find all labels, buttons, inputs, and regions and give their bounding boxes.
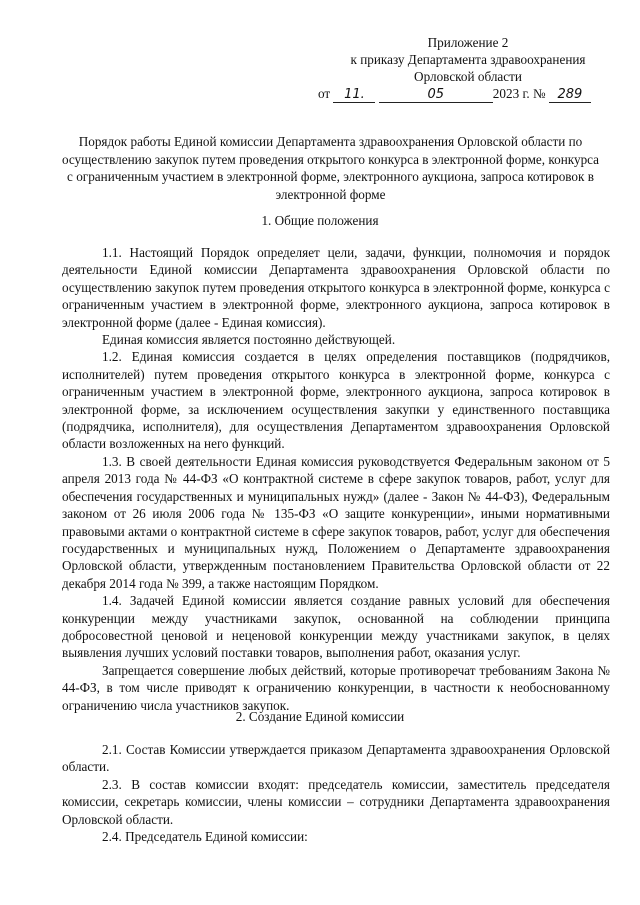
appendix-region: Орловской области xyxy=(414,69,522,84)
order-year: 2023 г. № xyxy=(492,86,546,101)
section-1-heading: 1. Общие положения xyxy=(261,213,379,228)
paragraph-1-2: 1.2. Единая комиссия создается в целях определения поставщиков (подрядчиков, исполнителей) путем проведения открытого конкурса в электронной форме, конкурса с ограниченным участием в электронной форме, электронного аукциона, запроса котировок в электронной форме, за исключением осуществления закупки у единственного поставщика (подрядчика, исполнителя), для осуществления Департаментом здравоохранения Орловской области возложенных на него функций. xyxy=(62,349,610,452)
appendix-number: Приложение 2 xyxy=(427,35,509,50)
paragraph-1-1b: Единая комиссия является постоянно действующей. xyxy=(102,332,396,348)
paragraph-2-4: 2.4. Председатель Единой комиссии: xyxy=(102,829,308,845)
order-month-handwritten: 05 xyxy=(379,88,493,103)
order-number-handwritten: 289 xyxy=(549,88,591,103)
paragraph-1-4b: Запрещается совершение любых действий, которые противоречат требованиям Закона № 44-ФЗ, в том числе приводят к ограничению конкуренции, в частности к необоснованному ограничению числа участников закупок. xyxy=(62,662,610,713)
paragraph-1-3: 1.3. В своей деятельности Единая комиссия руководствуется Федеральным законом от 5 апреля 2013 года № 44-ФЗ «О контрактной системе в сфере закупок товаров, работ, услуг для обеспечения государственных и муниципальных нужд» (далее - Закон № 44-ФЗ), Федеральным законом от 26 июля 2006 года № 135-ФЗ «О защите конкуренции», иными нормативными правовыми актами о контрактной системе в сфере закупок товаров, работ, услуг для обеспечения государственных и муниципальных нужд, Положением о Департаменте здравоохранения Орловской области, утвержденным постановлением Правительства Орловской области от 22 декабря 2014 года № 399, а также настоящим Порядком. xyxy=(62,453,610,591)
order-prefix: от xyxy=(318,86,331,101)
order-date-line xyxy=(318,85,591,103)
order-day-handwritten: 11. xyxy=(333,88,375,103)
section-2-body xyxy=(62,741,610,845)
appendix-header xyxy=(318,34,618,85)
appendix-order-reference: к приказу Департамента здравоохранения xyxy=(350,52,586,67)
paragraph-2-1: 2.1. Состав Комиссии утверждается приказом Департамента здравоохранения Орловской области. xyxy=(62,742,610,775)
paragraph-1-1: 1.1. Настоящий Порядок определяет цели, задачи, функции, полномочия и порядок деятельности Единой комиссии Департамента здравоохранения Орловской области по осуществлению закупок путем проведения открытого конкурса в электронной форме, конкурса с ограниченным участием в электронной форме, электронного аукциона, запроса котировок в электронной форме (далее - Единая комиссия). xyxy=(62,245,610,330)
section-2-heading: 2. Создание Единой комиссии xyxy=(235,709,405,724)
paragraph-1-4: 1.4. Задачей Единой комиссии является создание равных условий для обеспечения конкуренции между участниками закупок, основанной на соблюдении принципа добросовестной ценовой и неценовой конкуренции между участниками закупок, в целях выявления лучших условий поставки товаров, выполнения работ, оказания услуг. xyxy=(62,593,610,661)
paragraph-2-3: 2.3. В состав комиссии входят: председатель комиссии, заместитель председателя комиссии, секретарь комиссии, члены комиссии – сотрудники Департамента здравоохранения Орловской области. xyxy=(62,776,610,827)
section-1-body xyxy=(62,244,610,714)
document-title: Порядок работы Единой комиссии Департамента здравоохранения Орловской области по осуществлению закупок путем проведения открытого конкурса в электронной форме, конкурса с ограниченным участием в электронной форме, электронного аукциона, запроса котировок в электронной форме xyxy=(61,134,600,202)
